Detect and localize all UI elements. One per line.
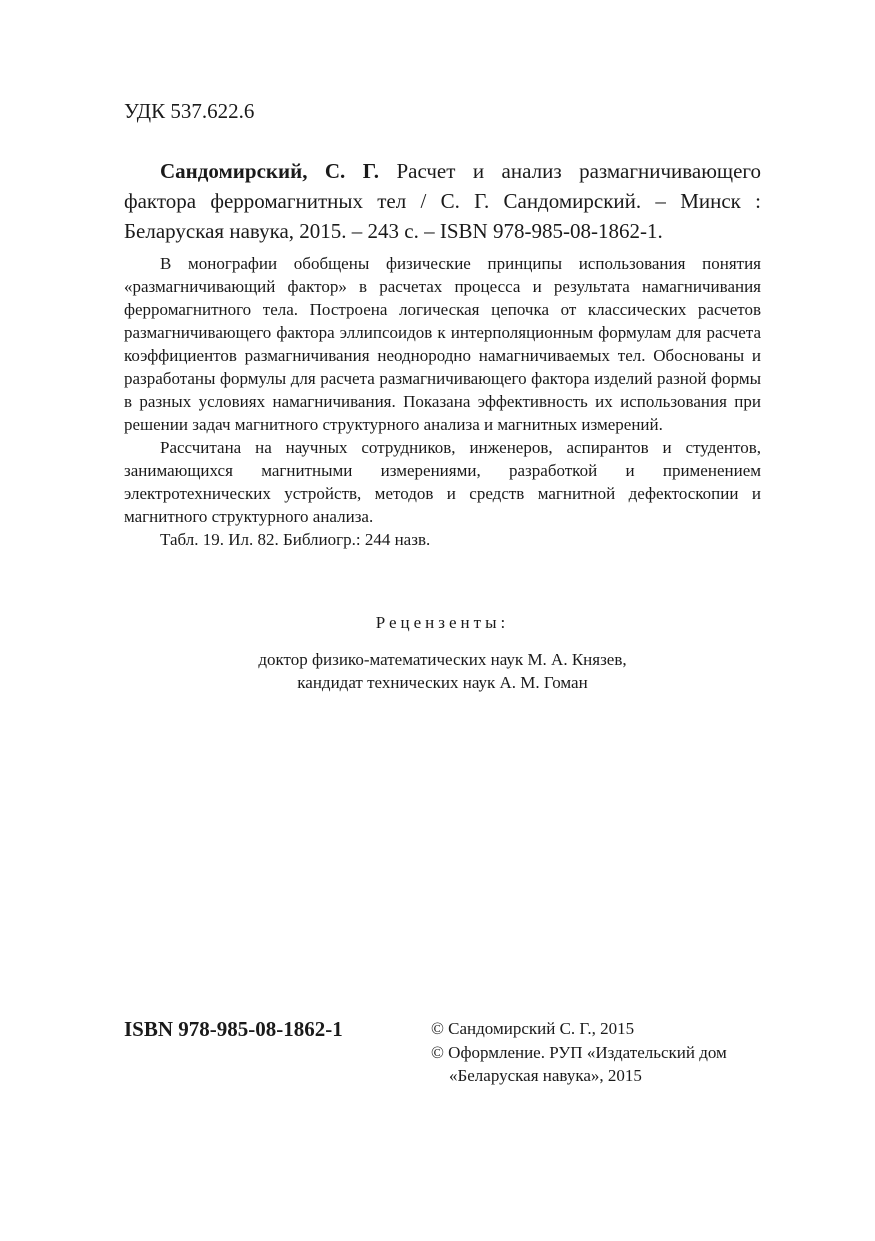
isbn-number: ISBN 978-985-08-1862-1 [124,1017,343,1041]
reviewer-1: доктор физико-математических наук М. А. Князев, [258,650,627,669]
reviewer-2: кандидат технических наук А. М. Гоман [297,673,588,692]
copyright-design-line-1: © Оформление. РУП «Издательский дом [431,1042,727,1062]
copyright-design-line-2: «Беларуская навука», 2015 [449,1066,642,1085]
bibliographic-description: Расчет и анализ размагничивающего фактора ферромагнитных тел / С. Г. Сандомирский. – Минск : Беларуская навука, 2015. – 243 с. – ISBN 978-985-08-1862-1. [124,159,761,243]
abstract-paragraph-audience: Рассчитана на научных сотрудников, инженеров, аспирантов и студентов, занимающихся магнитными измерениями, разработкой и применением электротехнических устройств, методов и средств магнитной дефектоскопии и магнитного структурного анализа. [124,438,761,526]
reviewers-heading: Рецензенты: [375,613,510,632]
copyright-author: © Сандомирский С. Г., 2015 [431,1019,635,1038]
udc-code: УДК 537.622.6 [124,99,255,123]
abstract-paragraph-summary: В монографии обобщены физические принципы использования понятия «размагничивающий фактор» в расчетах процесса и результата намагничивания ферромагнитного тела. Построена логическая цепочка от классических расчетов размагничивающего фактора эллипсоидов к интерполяционным формулам для расчета коэффициентов размагничивания неоднородно намагничиваемых тел. Обоснованы и разработаны формулы для расчета размагничивающего фактора изделий разной формы в разных условиях намагничивания. Показана эффективность их использования при решении задач магнитного структурного анализа и магнитных измерений. [124,254,761,434]
reviewers-block [124,611,761,694]
abstract [124,252,761,551]
author-name: Сандомирский, С. Г. [160,159,379,183]
bibliographic-record [124,156,761,246]
copyright-block [431,1017,771,1088]
abstract-paragraph-stats: Табл. 19. Ил. 82. Библиогр.: 244 назв. [160,530,431,549]
